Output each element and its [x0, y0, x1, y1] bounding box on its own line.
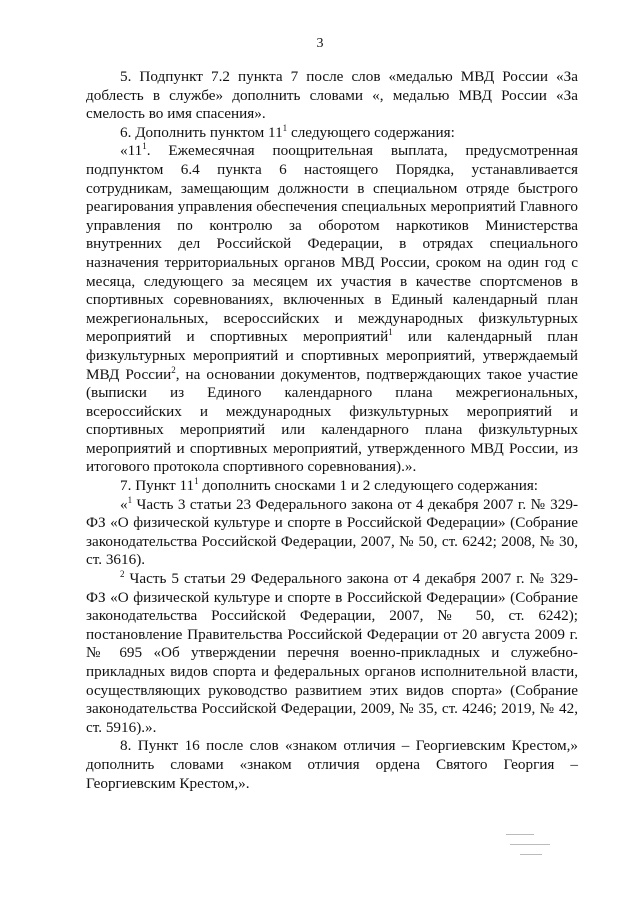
footnote-1-sup: 1	[127, 494, 133, 505]
footnote-1	[86, 496, 578, 570]
footnote-2	[86, 570, 578, 737]
item-6-text-end: следующего содержания:	[287, 123, 455, 141]
item-6	[86, 124, 578, 143]
scan-artifact	[500, 830, 570, 860]
point-11-1-text-c: , на основании документов, подтверждающих такое участие (выписки из Единого календарного плана межрегиональных, всероссийских и международных физкультурных мероприятий и спортивных мероприятий или календарного плана физкультурных мероприятий и спортивных мероприятий, утвержденного МВД России, из итогового протокола спортивного соревнования).».	[86, 365, 578, 476]
item-5: 5. Подпункт 7.2 пункта 7 после слов «медалью МВД России «За доблесть в службе» дополнить словами «, медалью МВД России «За смелость во имя спасения».	[86, 68, 578, 123]
footnote-ref-1: 1	[388, 327, 393, 338]
point-11-1-text-b: или календарный план физкультурных мероприятий и спортивных мероприятий, утверждаемый МВД России	[86, 328, 578, 383]
footnote-2-text: Часть 5 статьи 29 Федерального закона от 4 декабря 2007 г. № 329-ФЗ «О физической культуре и спорте в Российской Федерации» (Собрание законодательства Российской Федерации, 2007, № 50, ст. 6242); постановление Правительства Российской Федерации от 20 августа 2009 г. № 695 «Об утверждении перечня военно-прикладных и служебно-прикладных видов спорта и федеральных органов исполнительной власти, осуществляющих руководство развитием этих видов спорта» (Собрание законодательства Российской Федерации, 2009, № 35, ст. 4246; 2019, № 42, ст. 5916).».	[86, 570, 578, 736]
document-body	[86, 68, 578, 793]
page-number: 3	[316, 36, 324, 51]
item-6-sup: 1	[282, 122, 288, 133]
item-7-sup: 1	[194, 476, 199, 487]
point-11-1-open: «11	[120, 142, 143, 160]
item-7-text-end: дополнить сносками 1 и 2 следующего содержания:	[198, 477, 539, 495]
point-11-1-sup: 1	[142, 141, 147, 152]
item-8: 8. Пункт 16 после слов «знаком отличия – Георгиевским Крестом,» дополнить словами «знаком отличия ордена Святого Георгия – Георгиевским Крестом,».	[86, 737, 578, 792]
footnote-1-open: «	[120, 495, 128, 513]
item-7-text: 7. Пункт 11	[120, 477, 195, 495]
point-11-1-text-a: . Ежемесячная поощрительная выплата, предусмотренная подпунктом 6.4 пункта 6 настоящего Порядка, устанавливается сотрудникам, замещающим должности в специальном отряде быстрого реагирования управления обеспечения специальных мероприятий Главного управления по контролю за оборотом наркотиков Министерства внутренних дел Российской Федерации, в отрядах специального назначения территориальных органов МВД России, сроком на один год с месяца, следующего за месяцем их участия в качестве спортсменов в спортивных соревнованиях, включенных в Единый календарный план межрегиональных, всероссийских и международных физкультурных мероприятий и спортивных мероприятий	[86, 142, 578, 346]
item-7	[86, 477, 578, 496]
item-6-text: 6. Дополнить пунктом 11	[120, 123, 283, 141]
point-11-1	[86, 142, 578, 477]
footnote-ref-2: 2	[171, 364, 176, 375]
footnote-1-text: Часть 3 статьи 23 Федерального закона от 4 декабря 2007 г. № 329-ФЗ «О физической культуре и спорте в Российской Федерации» (Собрание законодательства Российской Федерации, 2007, № 50, ст. 6242; 2008, № 30, ст. 3616).	[86, 495, 578, 569]
footnote-2-sup: 2	[120, 569, 125, 580]
